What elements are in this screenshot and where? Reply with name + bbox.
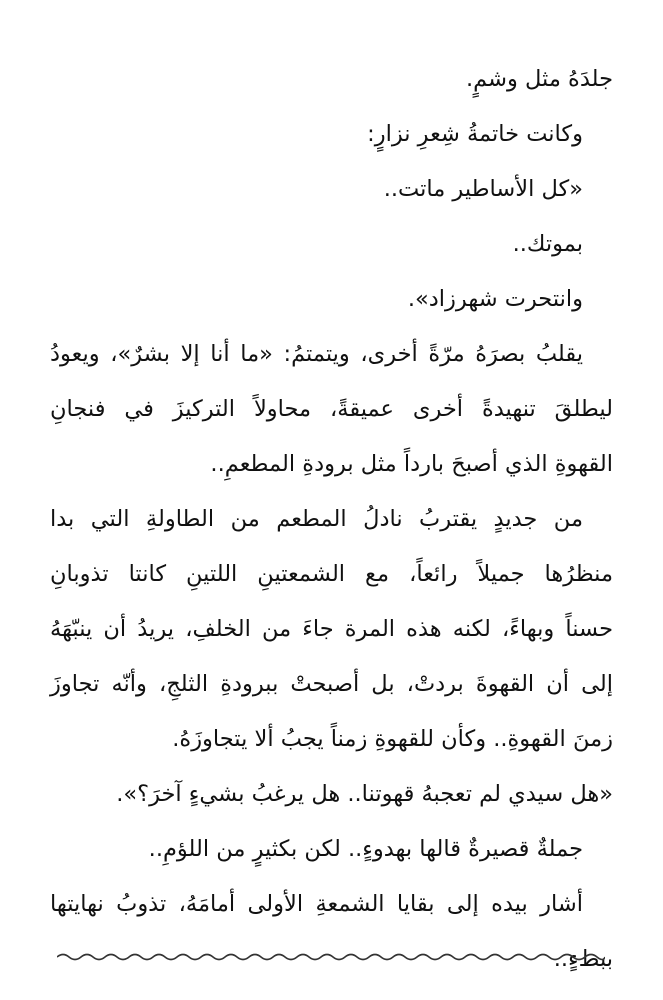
text-line: منظرُها جميلاً رائعاً، مع الشمعتينِ اللتينِ كانتا تذوبانِ [50, 561, 613, 587]
text-line: ليطلقَ تنهيدةً أخرى عميقةً، محاولاً التركيزَ في فنجانِ [50, 396, 613, 422]
text-line: جلدَهُ مثل وشمٍ. [466, 66, 613, 92]
text-line: وكانت خاتمةُ شِعرِ نزارٍ: [367, 121, 583, 147]
text-line: من جديدٍ يقتربُ نادلُ المطعم من الطاولةِ التي بدا [50, 506, 583, 532]
text-line: حسناً وبهاءً، لكنه هذه المرة جاءَ من الخلفِ، يريدُ أن ينبّهَهُ [50, 616, 613, 642]
text-line: «كل الأساطير ماتت.. [383, 176, 583, 202]
text-line: ببطءٍ.. [553, 946, 613, 972]
wavy-divider [57, 950, 605, 964]
text-line: وانتحرت شهرزاد». [407, 286, 583, 312]
page-text [50, 56, 613, 991]
text-line: يقلبُ بصرَهُ مرّةً أخرى، ويتمتمُ: «ما أنا إلا بشرٌ»، ويعودُ [50, 341, 583, 367]
text-line: جملةٌ قصيرةٌ قالها بهدوءٍ.. لكن بكثيرٍ من اللؤمِ.. [148, 836, 583, 862]
text-line: «هل سيدي لم تعجبهُ قهوتنا.. هل يرغبُ بشيءٍ آخرَ؟». [116, 781, 613, 807]
text-line: إلى أن القهوةَ بردتْ، بل أصبحتْ ببرودةِ الثلجِ، وأنّه تجاوزَ [50, 671, 613, 697]
text-line: القهوةِ الذي أصبحَ بارداً مثل برودةِ المطعمِ.. [210, 451, 613, 477]
text-line: أشار بيده إلى بقايا الشمعةِ الأولى أمامَهُ، تذوبُ نهايتها [50, 891, 583, 917]
text-line: زمنَ القهوةِ.. وكأن للقهوةِ زمناً يجبُ ألا يتجاوزَهُ. [172, 726, 613, 752]
text-line: بموتك.. [512, 231, 583, 257]
